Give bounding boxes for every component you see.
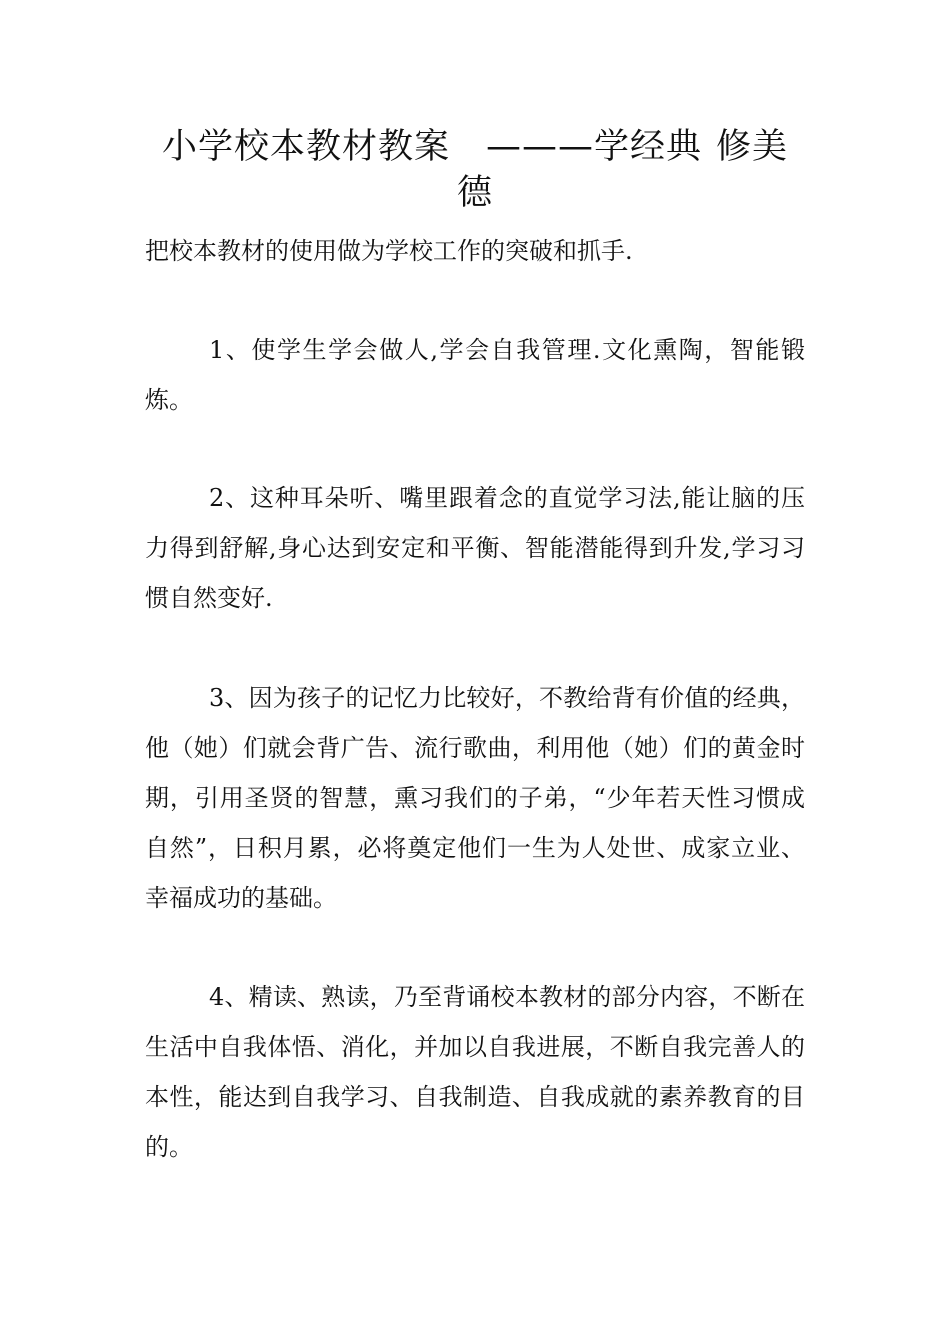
document-title — [145, 124, 805, 216]
title-part-dash: ———学经典 — [485, 127, 702, 167]
paragraph-4: 4、精读、熟读，乃至背诵校本教材的部分内容，不断在生活中自我体悟、消化，并加以自我进展，不断自我完善人的本性，能达到自我学习、自我制造、自我成就的素养教育的目的。 — [145, 983, 805, 1161]
paragraph-3: 3、因为孩子的记忆力比较好，不教给背有价值的经典，他（她）们就会背广告、流行歌曲，利用他（她）们的黄金时期，引用圣贤的智慧，熏习我们的子弟，“少年若天性习惯成自然”，日积月累，必将奠定他们一生为人处世、成家立业、幸福成功的基础。 — [145, 684, 805, 912]
title-part-end: 修美德 — [456, 127, 789, 213]
title-part-main: 小学校本教材教案 — [161, 127, 450, 167]
intro-paragraph: 把校本教材的使用做为学校工作的突破和抓手. — [145, 237, 633, 265]
paragraph-1: 1、使学生学会做人,学会自我管理.文化熏陶，智能锻炼。 — [145, 336, 805, 414]
paragraph-2: 2、这种耳朵听、嘴里跟着念的直觉学习法,能让脑的压力得到舒解,身心达到安定和平衡、智能潜能得到升发,学习习惯自然变好. — [145, 484, 805, 612]
